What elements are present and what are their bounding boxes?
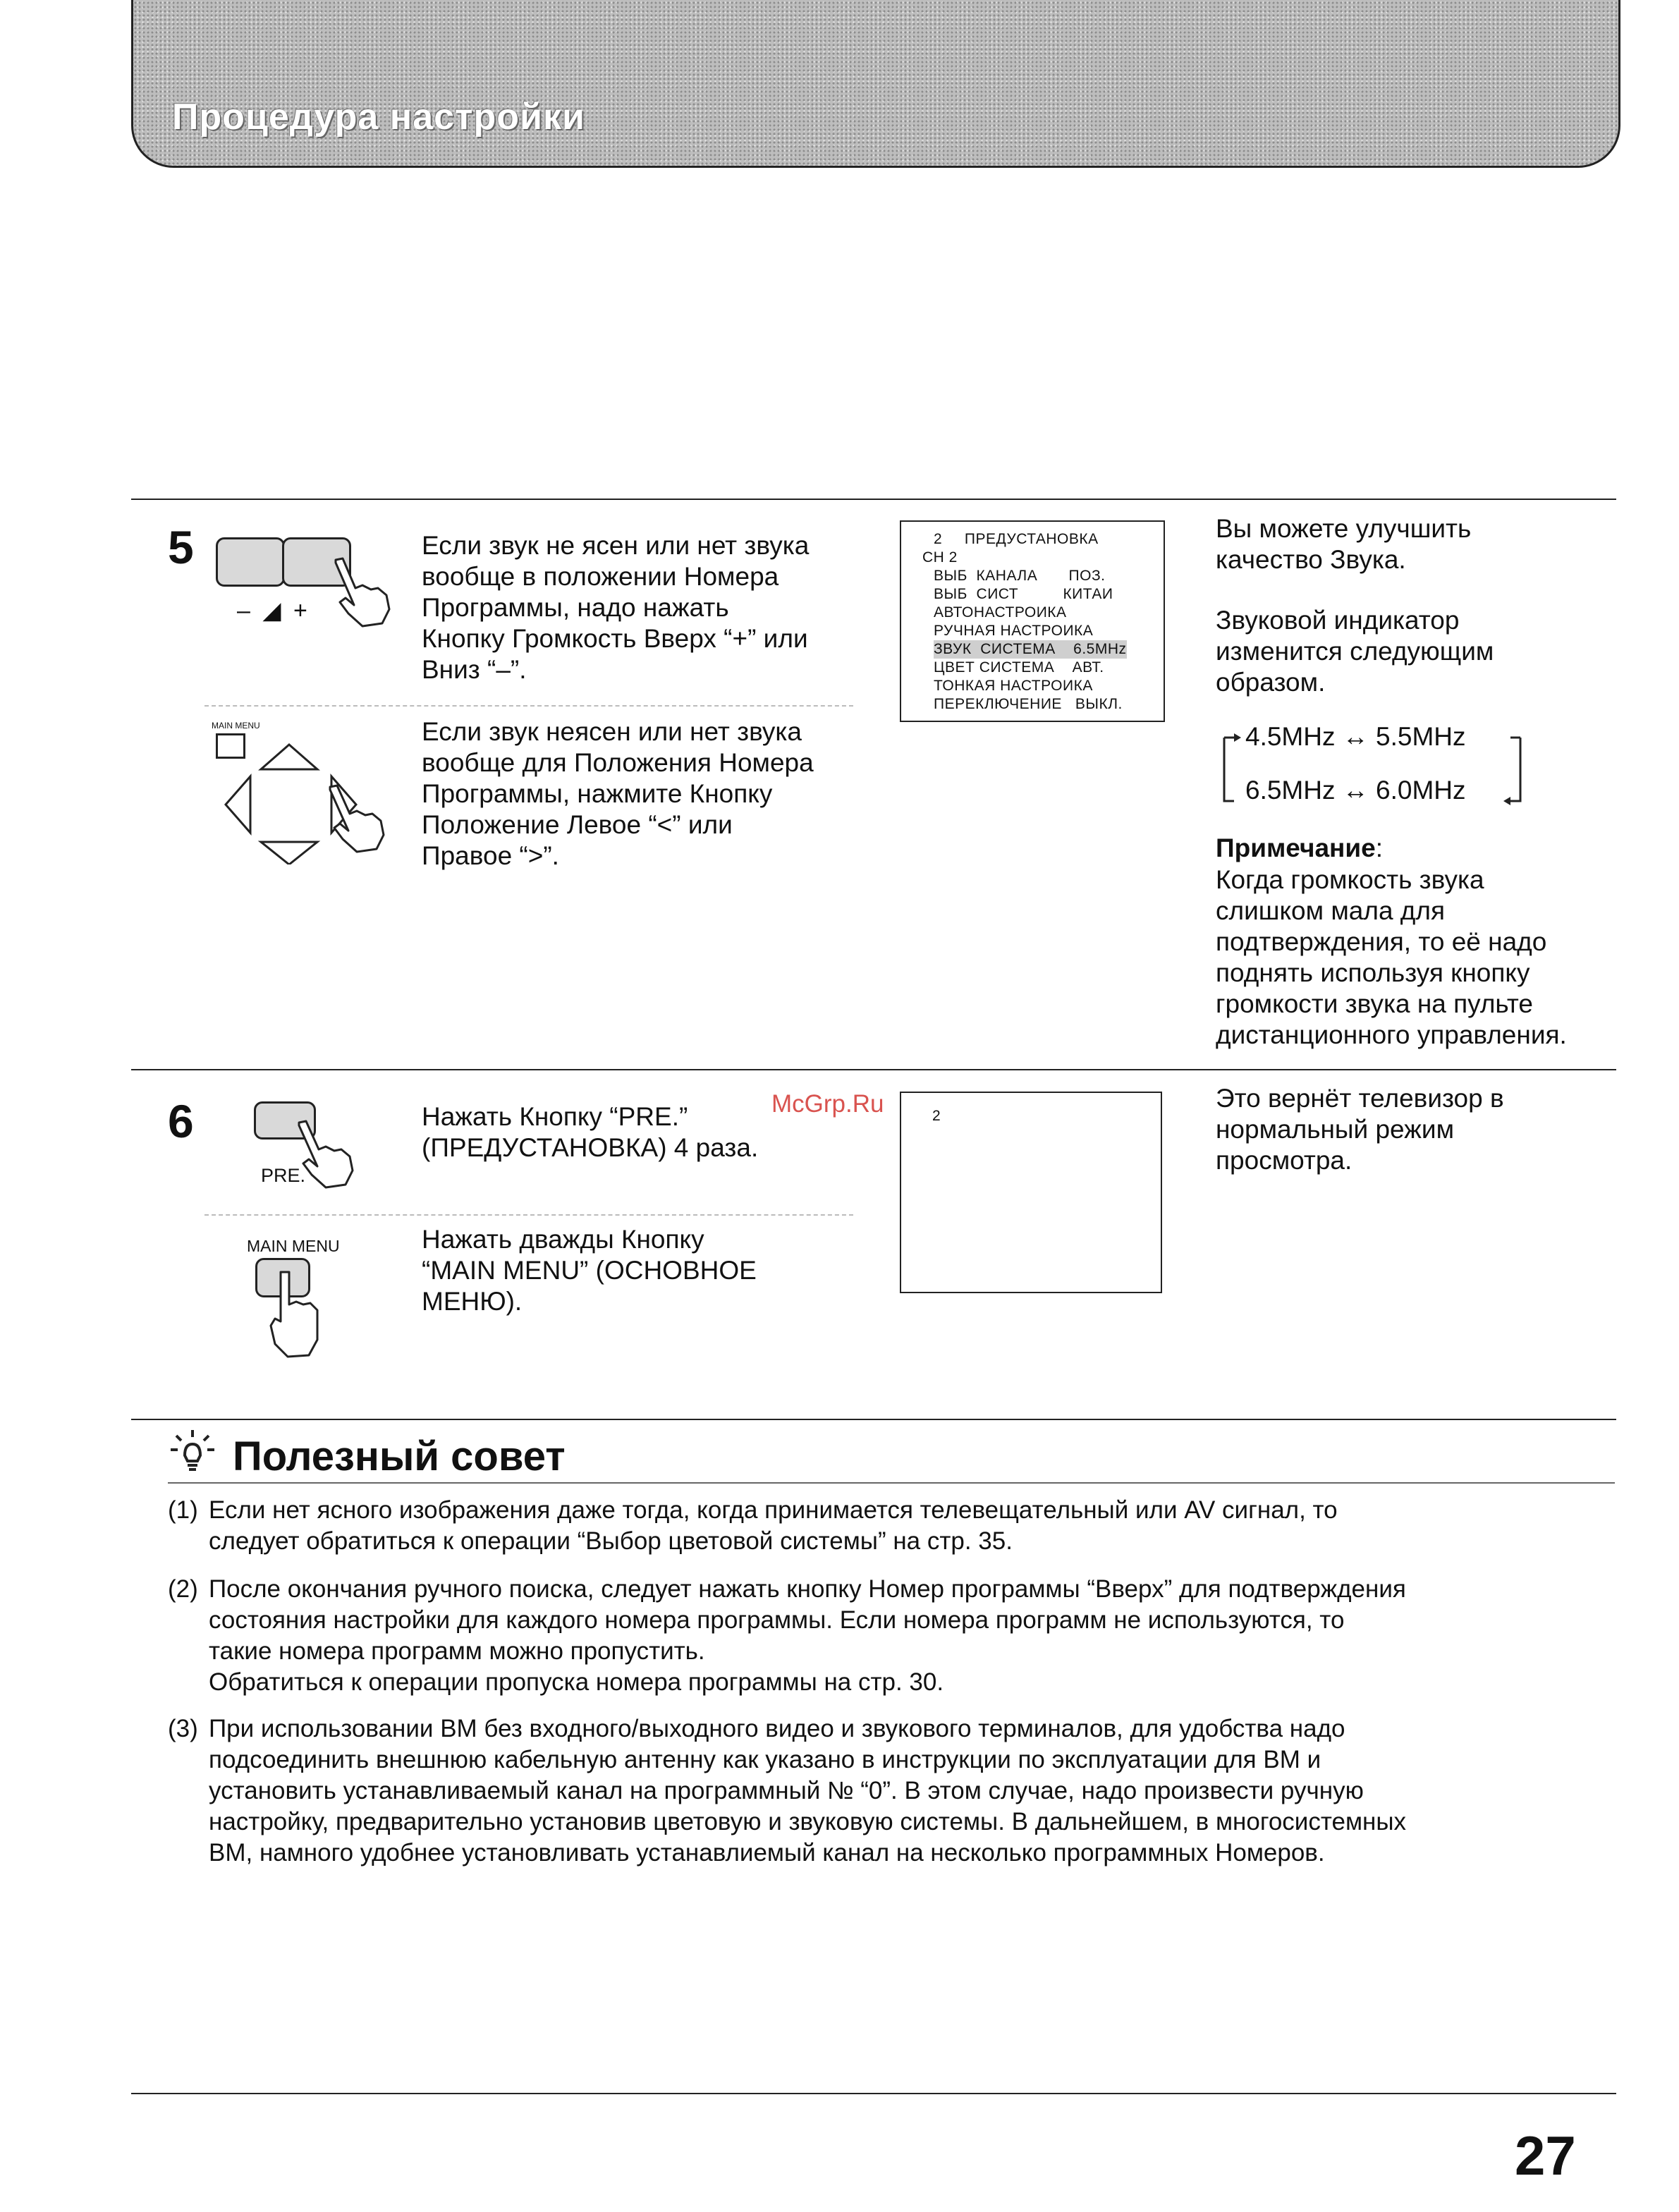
frequency-row-1: 4.5MHz ↔ 5.5MHz [1245,722,1466,751]
step5-instruction-2: Если звук неясен или нет звука вообще для Положения Номера Программы, нажмите Кнопку Положение Левое “<” или Правое “>”. [422,717,814,870]
tips-underline [168,1482,1615,1484]
dashed-separator [204,1214,853,1216]
page-title: Процедура настройки [172,97,585,138]
tv-screen-normal-view [900,1092,1162,1293]
main-menu-small-label: MAIN MENU [212,721,260,731]
side-note-improve-sound: Вы можете улучшить качество Звука. [1216,514,1472,574]
note-label: Примечание [1216,833,1376,862]
tip-text: При использовании ВМ без входного/выходного видео и звукового терминалов, для удобства надо подсоединить внешнюю кабельную антенну как указано в инструкции по эксплуатации для ВМ и установить устанавливаемый канал на программный № “0”. В этом случае, надо произвести ручную настройку, предварительно установив цветовую и звуковую системы. В дальнейшем, в многосистемных ВМ, намного удобнее установливать устанавлиемый канал на несколько программных Номеров. [209,1715,1406,1866]
page-number: 27 [1515,2125,1576,2187]
main-menu-button-label: MAIN MENU [247,1237,340,1255]
side-note-indicator: Звуковой индикатор изменится следующим образом. [1216,606,1494,697]
osd-menu-item: РУЧНАЯ НАСТРОИКА [934,623,1094,639]
step-number-5: 5 [168,521,194,573]
side-note-normal-mode: Это вернёт телевизор в нормальный режим просмотра. [1216,1084,1504,1175]
osd-menu-item: ВЫБ СИСТ КИТАИ [934,586,1113,602]
step-number-6: 6 [168,1095,194,1147]
section-divider [131,499,1616,500]
osd-title: 2 ПРЕДУСТАНОВКА [934,531,1099,547]
tip-text: Если нет ясного изображения даже тогда, когда принимается телевещательный или AV сигнал, то следует обратиться к операции “Выбор цветовой системы” на стр. 35. [209,1496,1338,1555]
step6-instruction-1: Нажать Кнопку “PRE.” (ПРЕДУСТАНОВКА) 4 раза. [422,1102,759,1162]
tip-number: (3) [168,1715,198,1742]
osd-menu-item: ПЕРЕКЛЮЧЕНИЕ ВЫКЛ. [934,696,1123,712]
note-heading [1216,833,1383,863]
tip-number: (2) [168,1575,198,1603]
lightbulb-icon [168,1427,217,1477]
arrow-pad-icon [212,723,402,864]
osd-channel-number: 2 [932,1108,941,1124]
section-divider [131,1069,1616,1070]
tips-title: Полезный совет [233,1434,566,1479]
tip-number: (1) [168,1496,198,1524]
pointing-hand-icon [322,553,399,630]
osd-menu-item: ВЫБ КАНАЛА ПОЗ. [934,568,1106,584]
osd-channel: CH 2 [922,549,958,566]
volume-button-illustration [216,537,385,587]
watermark: McGrp.Ru [771,1090,884,1118]
note-colon: : [1375,833,1383,862]
osd-menu-item: АВТОНАСТРОИКА [934,604,1067,621]
volume-down-button-icon [216,537,285,587]
step6-instruction-2: Нажать дважды Кнопку “MAIN MENU” (ОСНОВНОЕ МЕНЮ). [422,1225,757,1316]
dashed-separator [204,705,853,707]
step5-instruction-1: Если звук не ясен или нет звука вообще в положении Номера Программы, надо нажать Кнопку Громкость Вверх “+” или Вниз “–”. [422,531,810,684]
osd-menu-item: ЦВЕТ СИСТЕМА АВТ. [934,659,1104,676]
tv-screen-preset-menu [900,520,1165,722]
header-band [131,0,1620,168]
note-text: Когда громкость звука слишком мала для подтверждения, то её надо поднять используя кнопку громкости звука на пульте дистанционного управления. [1216,865,1567,1049]
volume-label: – ◢ + [237,597,310,624]
frequency-row-2: 6.5MHz ↔ 6.0MHz [1245,776,1466,805]
pre-button-label: PRE. [261,1165,306,1186]
footer-divider [131,2093,1616,2094]
osd-menu-item: ТОНКАЯ НАСТРОИКА [934,678,1093,694]
pointing-hand-down-icon [260,1269,323,1361]
osd-menu-item-highlighted: ЗВУК СИСТЕМА 6.5MHz [934,641,1127,657]
tip-text: После окончания ручного поиска, следует нажать кнопку Номер программы “Вверх” для подтверждения состояния настройки для каждого номера программы. Если номера программ не используются, то такие номера программ можно пропустить. Обратиться к операции пропуска номера программы на стр. 30. [209,1575,1406,1696]
section-divider [131,1419,1616,1420]
